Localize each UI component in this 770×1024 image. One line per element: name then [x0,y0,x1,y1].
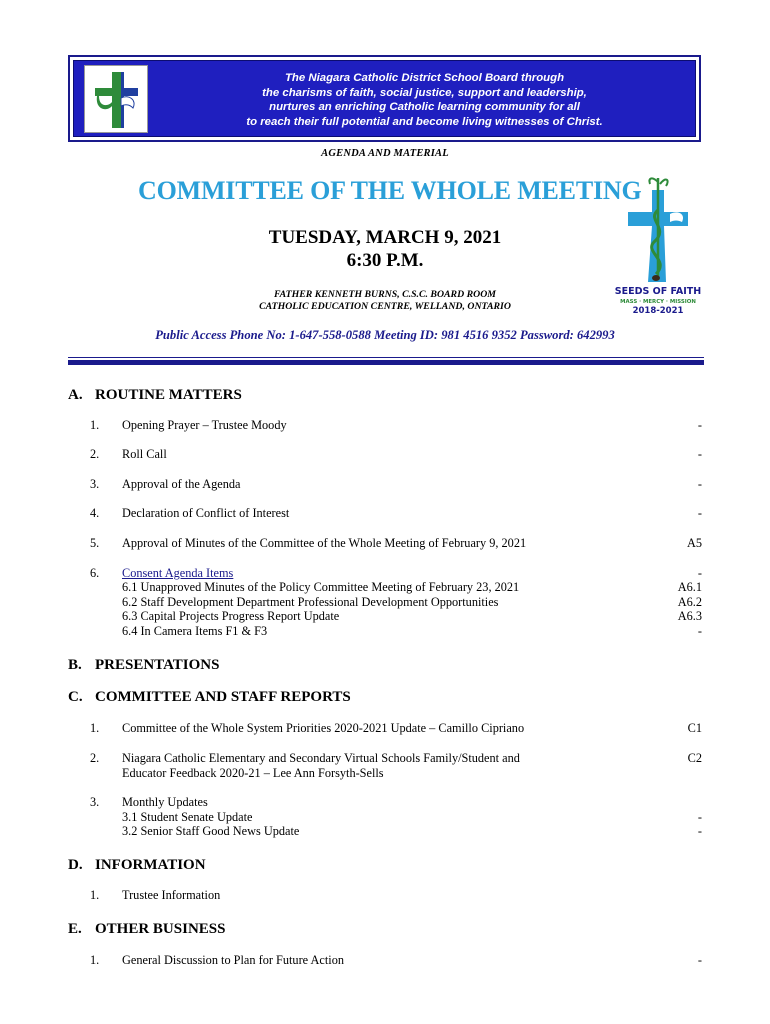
item-ref: A6.3 [677,609,702,623]
sub-item-text: 6.2 Staff Development Department Professional Development Opportunities [122,595,499,609]
sub-item-text: 3.2 Senior Staff Good News Update [122,824,300,838]
item-text: Trustee Information [122,888,221,902]
item-text: Niagara Catholic Elementary and Secondary Virtual Schools Family/Student and [122,751,520,765]
item-number: 3. [90,795,100,809]
section-letter: C. [68,689,83,705]
public-access-phone: Public Access Phone No: 1-647-558-0588 Meeting ID: 981 4516 9352 Password: 642993 [155,328,615,342]
item-number: 2. [90,447,100,461]
item-ref: A5 [686,536,702,550]
consent-agenda-link[interactable]: Consent Agenda Items [122,566,234,580]
mission-statement [164,71,685,129]
location-line-1: FATHER KENNETH BURNS, C.S.C. BOARD ROOM [273,289,497,300]
item-ref: - [697,810,702,824]
section-letter: A. [68,387,83,403]
item-ref: A6.2 [677,595,702,609]
board-logo [84,65,148,133]
item-text: Declaration of Conflict of Interest [122,506,290,520]
section-heading-a [68,387,242,404]
item-ref: - [697,624,702,638]
mission-line: The Niagara Catholic District School Board through [284,72,565,84]
item-ref: - [697,418,702,432]
section-heading-c [68,689,351,706]
seeds-title: SEEDS OF FAITH [614,286,702,297]
mission-line: the charisms of faith, social justice, support and leadership, [262,86,587,99]
agenda-label: AGENDA AND MATERIAL [321,148,449,159]
item-text: Committee of the Whole System Priorities 2020-2021 Update – Camillo Cipriano [122,721,525,735]
item-text: Opening Prayer – Trustee Moody [122,418,287,432]
item-number: 1. [90,953,100,967]
item-number: 1. [90,721,100,735]
section-heading-e [68,921,225,938]
item-number: 4. [90,506,100,520]
seeds-of-faith-logo [608,170,708,320]
seeds-years: 2018-2021 [632,306,684,316]
sub-item-text: 6.1 Unapproved Minutes of the Policy Committee Meeting of February 23, 2021 [122,580,520,594]
meeting-date: TUESDAY, MARCH 9, 2021 [268,227,502,248]
item-ref: C2 [687,751,702,765]
location-line-2: CATHOLIC EDUCATION CENTRE, WELLAND, ONTARIO [259,301,511,312]
item-number: 3. [90,477,100,491]
meeting-time: 6:30 P.M. [346,250,424,271]
item-ref: - [697,477,702,491]
item-text: Approval of the Agenda [122,477,241,491]
mission-line: nurtures an enriching Catholic learning community for all [269,101,580,113]
section-title: COMMITTEE AND STAFF REPORTS [95,689,351,705]
item-text: Monthly Updates [122,795,208,809]
mission-line: to reach their full potential and become living witnesses of Christ. [246,115,603,128]
meeting-location [200,289,570,313]
sub-item-text: 3.1 Student Senate Update [122,810,253,824]
item-ref: - [697,506,702,520]
item-number: 5. [90,536,100,550]
item-ref: - [697,566,702,580]
section-heading-d [68,857,206,874]
section-letter: B. [68,657,82,673]
item-text: Approval of Minutes of the Committee of the Whole Meeting of February 9, 2021 [122,536,527,550]
item-text: Educator Feedback 2020-21 – Lee Ann Forsyth-Sells [122,766,384,780]
banner-background [73,60,696,137]
section-letter: E. [68,921,82,937]
cross-logo-icon [85,66,147,132]
header-banner [68,55,701,142]
sub-item-text: 6.4 In Camera Items F1 & F3 [122,624,268,638]
section-title: OTHER BUSINESS [95,921,226,937]
item-ref: - [697,953,702,967]
divider-thin [68,357,704,358]
divider-thick [68,360,704,365]
sub-item-text: 6.3 Capital Projects Progress Report Update [122,609,340,623]
item-text: General Discussion to Plan for Future Action [122,953,344,967]
seeds-cross-icon [608,170,708,320]
seeds-subtitle: MASS · MERCY · MISSION [620,299,696,305]
section-title: PRESENTATIONS [95,657,220,673]
item-number: 1. [90,418,100,432]
item-ref: C1 [687,721,702,735]
meeting-datetime [200,226,570,272]
section-title: INFORMATION [95,857,206,873]
item-ref: - [697,447,702,461]
item-number: 1. [90,888,100,902]
section-heading-b [68,657,219,674]
item-ref: A6.1 [677,580,702,594]
item-text: Roll Call [122,447,167,461]
section-title: ROUTINE MATTERS [95,387,242,403]
page-title: COMMITTEE OF THE WHOLE MEETING [138,176,642,205]
item-number: 6. [90,566,100,580]
item-number: 2. [90,751,100,765]
item-ref: - [697,824,702,838]
section-letter: D. [68,857,83,873]
